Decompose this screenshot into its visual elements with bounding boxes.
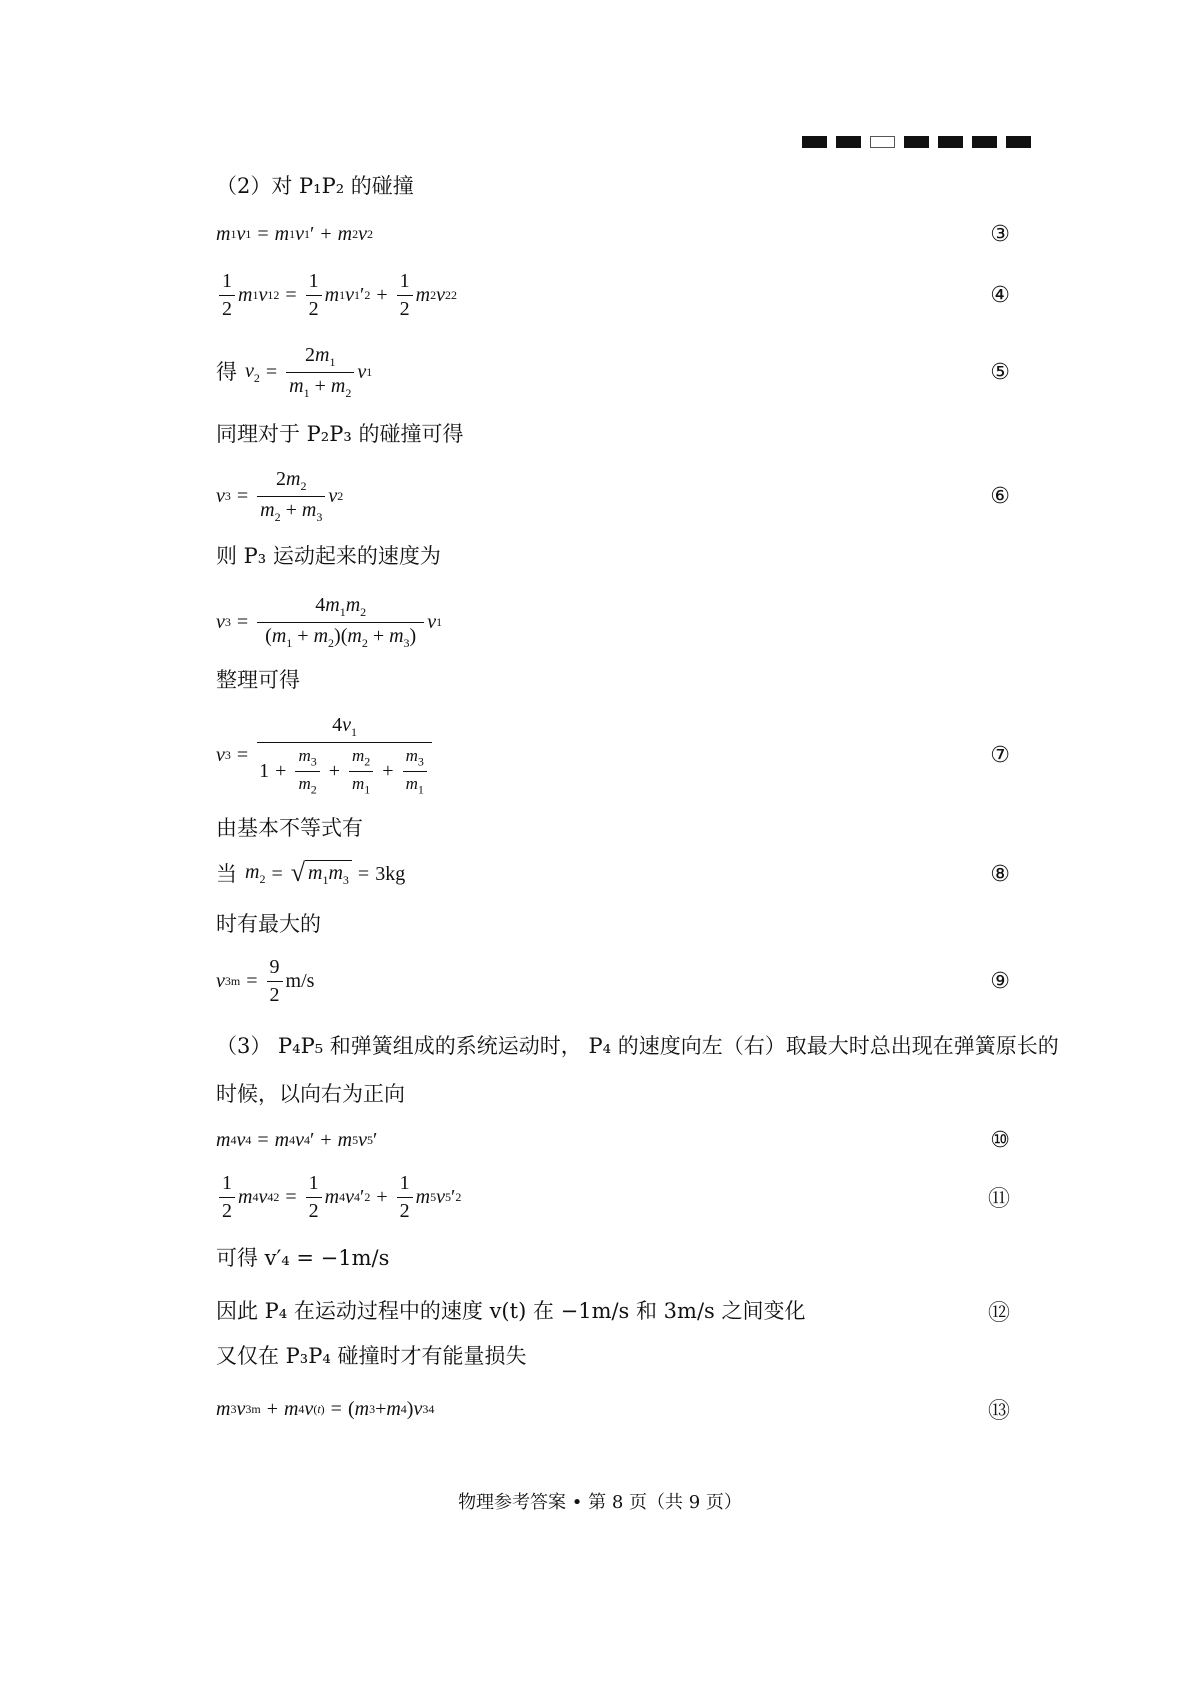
header-mark bbox=[1006, 136, 1031, 148]
header-mark bbox=[836, 136, 861, 148]
header-marks bbox=[802, 136, 1031, 148]
equation-number: ⑥ bbox=[990, 484, 1010, 509]
header-mark bbox=[972, 136, 997, 148]
header-mark bbox=[938, 136, 963, 148]
line-simplify: 整理可得 bbox=[216, 668, 300, 692]
line-energy-loss: 又仅在 P₃P₄ 碰撞时才有能量损失 bbox=[216, 1344, 527, 1368]
header-mark bbox=[802, 136, 827, 148]
equation-number: ④ bbox=[990, 283, 1010, 308]
equation-number: ⑤ bbox=[990, 360, 1010, 385]
equation-number: ⑨ bbox=[990, 969, 1010, 994]
equation-number: ⑫ bbox=[987, 1301, 1010, 1326]
line-p3-speed: 则 P₃ 运动起来的速度为 bbox=[216, 544, 441, 568]
equation-number: ⑧ bbox=[990, 861, 1010, 887]
equation-momentum-2: m 4 v 4 = m 4 v 4 ′ + m 5 v 5 ′ ⑩ bbox=[216, 1128, 1010, 1153]
equation-v3m: v 3m = $\frac{9}{2}$ m/s ⑨ bbox=[216, 956, 1010, 1006]
equation-number: ⑩ bbox=[990, 1128, 1010, 1153]
line-part3-a: （3） P₄P₅ 和弹簧组成的系统运动时， P₄ 的速度向左（右）取最大时总出现在弹簧原长的 bbox=[216, 1034, 1059, 1058]
line-part3-b: 时候，以向右为正向 bbox=[216, 1082, 405, 1106]
line-maximum: 时有最大的 bbox=[216, 912, 321, 936]
equation-number: ⑦ bbox=[990, 743, 1010, 769]
line-inequality: 由基本不等式有 bbox=[216, 816, 363, 840]
equation-v2: 得 $v_2$ = $\frac{2m_1}{m_1 + m_2}$ v 1 ⑤ bbox=[216, 344, 1010, 400]
header-mark bbox=[904, 136, 929, 148]
line-collision-p1p2: （2）对 P₁P₂ 的碰撞 bbox=[216, 174, 414, 198]
equation-m2: 当 $m_2$ = √ $m_1m_3$ = 3kg ⑧ bbox=[216, 858, 1010, 887]
equation-number: ⑬ bbox=[987, 1399, 1010, 1424]
line-v-range: 因此 P₄ 在运动过程中的速度 v(t) 在 −1m/s 和 3m/s 之间变化 ⑫ bbox=[216, 1296, 1010, 1327]
equation-number: ③ bbox=[990, 222, 1010, 247]
line-collision-p2p3: 同理对于 P₂P₃ 的碰撞可得 bbox=[216, 422, 464, 446]
equation-energy-2: $\frac{1}{2}$ m 4 v 4 2 = $\frac{1}{2}$ m 4 v 4 ′ 2 + $\frac{1}{2}$ m 5 v 5 ′ 2 ⑪ bbox=[216, 1172, 1010, 1223]
line-v4-result: 可得 v′₄ = −1m/s bbox=[216, 1246, 390, 1270]
page-footer: 物理参考答案 • 第 8 页（共 9 页） bbox=[458, 1492, 742, 1513]
equation-momentum-1: m 1 v 1 = m 1 v 1 ′ + m 2 v 2 ③ bbox=[216, 222, 1010, 247]
equation-momentum-3: m 3 v 3m + m 4 v (t) = ( m 3 + m 4 ) v 34 ⑬ bbox=[216, 1394, 1010, 1425]
header-mark bbox=[870, 136, 895, 148]
equation-v3-a: v 3 = $\frac{2m_2}{m_2 + m_3}$ v 2 ⑥ bbox=[216, 468, 1010, 524]
equation-number: ⑪ bbox=[987, 1187, 1010, 1212]
equation-v3-c: v 3 = $4v_1$ 1 + $\frac{m_3}{m_2}$ + $\frac{m_2}{m_1}$ + $\frac{m_3}{m_1}$ ⑦ bbox=[216, 714, 1010, 797]
equation-v3-b: v 3 = $\frac{4m_1m_2}{(m_1 + m_2)(m_2 + m_3)}$ v 1 bbox=[216, 594, 443, 650]
equation-energy-1: $\frac{1}{2}$ m 1 v 1 2 = $\frac{1}{2}$ m 1 v 1 ′ 2 + $\frac{1}{2}$ m 2 v 2 2 ④ bbox=[216, 270, 1010, 321]
